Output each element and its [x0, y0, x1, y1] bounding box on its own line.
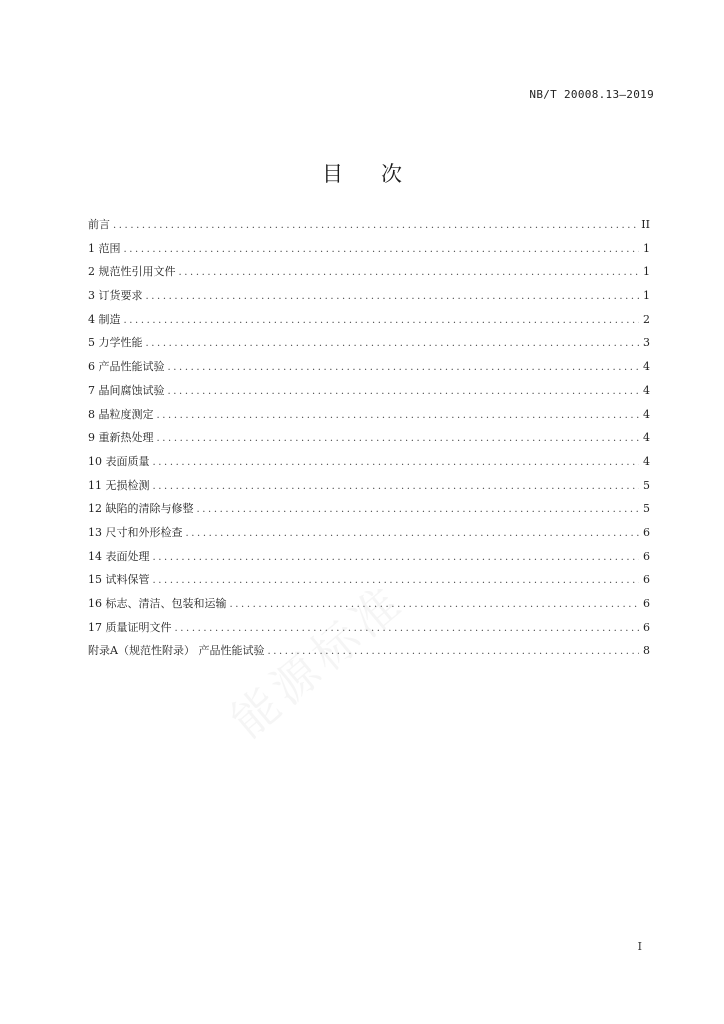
- toc-entry-label: 11 无损检测: [88, 478, 150, 492]
- watermark: 能源标准: [220, 573, 415, 749]
- toc-entry[interactable]: [88, 477, 650, 501]
- toc-entry-leader-dots: [157, 410, 640, 421]
- toc-entry-label: 17 质量证明文件: [88, 620, 172, 634]
- toc-entry-label: 7 晶间腐蚀试验: [88, 383, 165, 397]
- toc-entry[interactable]: [88, 240, 650, 264]
- toc-entry-leader-dots: [197, 504, 640, 515]
- toc-entry[interactable]: [88, 429, 650, 453]
- toc-entry-page-number: 4: [643, 383, 650, 397]
- toc-entry[interactable]: [88, 216, 650, 240]
- toc-entry-leader-dots: [168, 362, 640, 373]
- toc-entry-label: 10 表面质量: [88, 454, 150, 468]
- toc-entry[interactable]: [88, 571, 650, 595]
- toc-entry-leader-dots: [168, 386, 640, 397]
- toc-entry[interactable]: [88, 619, 650, 643]
- toc-entry-page-number: 6: [643, 597, 650, 610]
- toc-entry[interactable]: [88, 406, 650, 430]
- toc-entry[interactable]: [88, 595, 650, 619]
- toc-entry-page-number: 1: [643, 265, 650, 279]
- toc-entry-leader-dots: [146, 338, 640, 349]
- toc-entry-leader-dots: [153, 575, 640, 586]
- toc-entry-page-number: 4: [643, 407, 650, 421]
- toc-entry-leader-dots: [146, 291, 640, 302]
- toc-entry-page-number: 4: [643, 431, 650, 445]
- table-of-contents: [88, 216, 650, 666]
- toc-entry-label: 附录A（规范性附录） 产品性能试验: [88, 644, 265, 658]
- toc-entry-label: 13 尺寸和外形检查: [88, 525, 183, 539]
- toc-entry-leader-dots: [153, 481, 640, 492]
- toc-entry-page-number: 6: [643, 525, 650, 539]
- toc-entry-label: 9 重新热处理: [88, 431, 154, 445]
- toc-entry-label: 14 表面处理: [88, 549, 150, 563]
- toc-entry-leader-dots: [267, 646, 639, 657]
- toc-entry-page-number: 6: [643, 549, 650, 563]
- toc-entry-leader-dots: [124, 244, 640, 255]
- toc-entry-leader-dots: [113, 220, 638, 231]
- toc-entry-label: 12 缺陷的清除与修整: [88, 502, 194, 516]
- toc-entry-leader-dots: [186, 528, 640, 539]
- toc-entry-page-number: 5: [643, 478, 650, 492]
- toc-entry-label: 5 力学性能: [88, 336, 143, 350]
- toc-entry[interactable]: [88, 382, 650, 406]
- toc-entry-label: 6 产品性能试验: [88, 360, 165, 374]
- toc-entry-leader-dots: [153, 457, 640, 468]
- toc-entry-page-number: 3: [643, 336, 650, 350]
- standard-code: NB/T 20008.13—2019: [529, 88, 654, 101]
- toc-entry-page-number: 5: [643, 502, 650, 516]
- toc-entry-leader-dots: [230, 599, 640, 610]
- toc-entry[interactable]: [88, 311, 650, 335]
- toc-entry-label: 前言: [88, 218, 110, 231]
- toc-entry-label: 2 规范性引用文件: [88, 265, 176, 279]
- toc-entry-label: 15 试料保管: [88, 573, 150, 587]
- toc-entry[interactable]: [88, 642, 650, 666]
- toc-entry-leader-dots: [179, 267, 640, 278]
- toc-entry[interactable]: [88, 453, 650, 477]
- toc-title: 目次: [322, 162, 440, 186]
- toc-entry-page-number: 6: [643, 620, 650, 634]
- toc-entry[interactable]: [88, 334, 650, 358]
- toc-entry-leader-dots: [124, 315, 640, 326]
- toc-entry-label: 16 标志、清洁、包装和运输: [88, 597, 227, 610]
- toc-entry[interactable]: [88, 287, 650, 311]
- toc-entry-page-number: 8: [643, 644, 650, 658]
- toc-entry[interactable]: [88, 524, 650, 548]
- toc-entry-page-number: 6: [643, 573, 650, 587]
- toc-entry-page-number: 2: [643, 312, 650, 326]
- toc-entry-page-number: 1: [643, 289, 650, 303]
- toc-entry[interactable]: [88, 358, 650, 382]
- toc-entry[interactable]: [88, 263, 650, 287]
- toc-entry-leader-dots: [175, 623, 640, 634]
- toc-entry-label: 4 制造: [88, 312, 121, 326]
- toc-entry-leader-dots: [157, 433, 640, 444]
- toc-entry-leader-dots: [153, 552, 640, 563]
- toc-entry-page-number: 4: [643, 454, 650, 468]
- toc-entry-page-number: 1: [643, 241, 650, 255]
- toc-entry[interactable]: [88, 500, 650, 524]
- footer-page-number: I: [637, 940, 642, 953]
- toc-entry-page-number: 4: [643, 360, 650, 374]
- toc-entry-label: 8 晶粒度测定: [88, 407, 154, 421]
- toc-entry-page-number: II: [641, 218, 650, 231]
- toc-entry-label: 3 订货要求: [88, 289, 143, 303]
- toc-entry[interactable]: [88, 548, 650, 572]
- toc-entry-label: 1 范围: [88, 241, 121, 255]
